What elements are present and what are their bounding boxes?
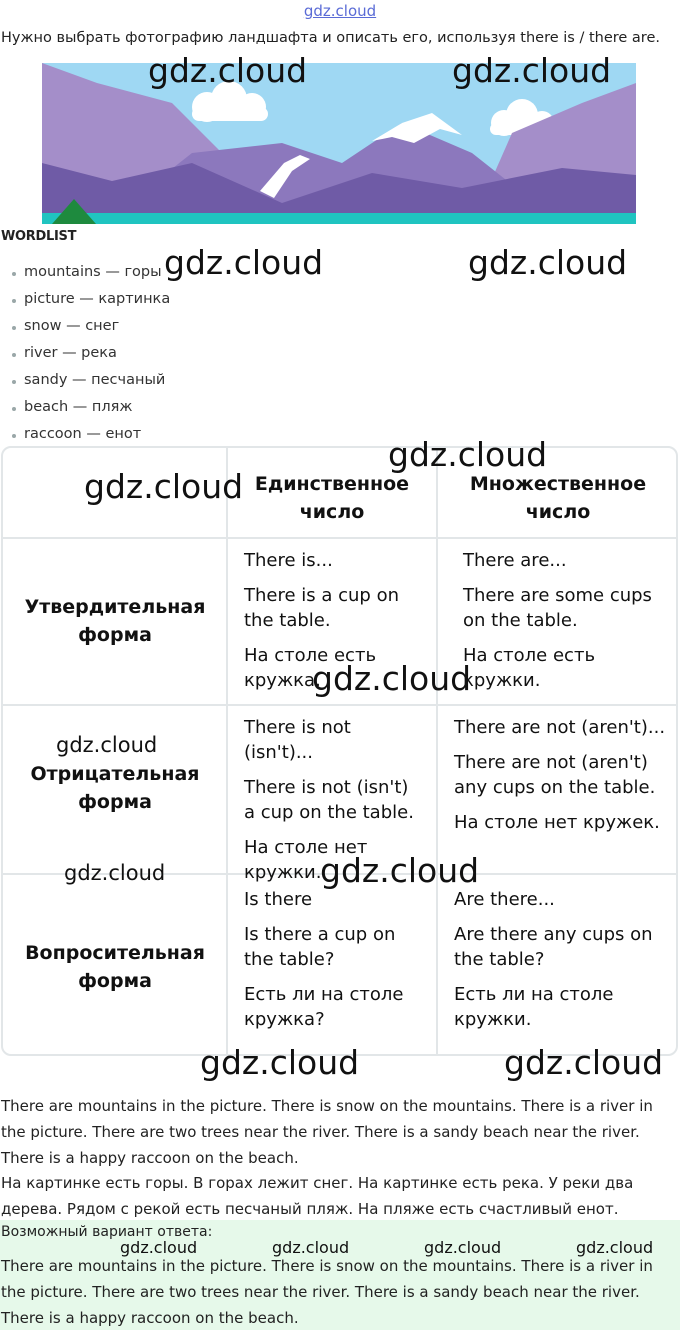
cell-text: There are not (aren't) any cups on the table. xyxy=(454,752,656,798)
watermark: gdz.cloud xyxy=(120,1238,198,1257)
wordlist xyxy=(12,264,170,453)
watermark: gdz.cloud xyxy=(312,659,472,698)
row-label-line: Утвердительная xyxy=(24,596,206,618)
row-label-line: Отрицательная xyxy=(30,763,200,785)
watermark: gdz.cloud xyxy=(84,467,244,506)
list-item: river — река xyxy=(12,345,170,372)
header-plural-line: Множественное xyxy=(469,473,647,495)
header-plural-line: число xyxy=(525,501,591,523)
cell-text: На столе есть кружка. xyxy=(244,645,377,691)
list-item: mountains — горы xyxy=(12,264,170,291)
row-label-negative xyxy=(3,760,227,816)
watermark: gdz.cloud xyxy=(452,51,612,90)
watermark: gdz.cloud xyxy=(388,435,548,474)
row-divider xyxy=(3,537,676,539)
cell-text: There are... xyxy=(463,550,567,571)
cell-text: There is not (isn't) a cup on the table. xyxy=(244,777,414,823)
watermark: gdz.cloud xyxy=(148,51,308,90)
watermark: gdz.cloud xyxy=(468,243,628,282)
watermark: gdz.cloud xyxy=(64,861,166,885)
row-label-line: форма xyxy=(78,624,152,646)
cell-text: There are some cups on the table. xyxy=(463,585,652,631)
watermark: gdz.cloud xyxy=(320,851,480,890)
watermark: gdz.cloud xyxy=(200,1043,360,1082)
watermark: gdz.cloud xyxy=(576,1238,654,1257)
header-singular-line: число xyxy=(299,501,365,523)
watermark: gdz.cloud xyxy=(504,1043,664,1082)
header-plural xyxy=(438,470,678,526)
list-item: sandy — песчаный xyxy=(12,372,170,399)
cell-text: Is there a cup on the table? xyxy=(244,924,396,970)
cell-text: На столе есть кружки. xyxy=(463,645,596,691)
watermark: gdz.cloud xyxy=(164,243,324,282)
answer-variant-label: Возможный вариант ответа: xyxy=(1,1224,213,1240)
row-label-interrogative xyxy=(3,939,227,995)
cell-text: There is a cup on the table. xyxy=(244,585,400,631)
answer-english: There are mountains in the picture. There is snow on the mountains. There is a river in the picture. There are two trees near the river. There is a sandy beach near the river. There is a happy raccoon on the beach. xyxy=(1,1097,653,1167)
watermark: gdz.cloud xyxy=(424,1238,502,1257)
list-item: snow — снег xyxy=(12,318,170,345)
cell-negative-plural xyxy=(454,715,674,845)
cell-text: There is not (isn't)... xyxy=(244,717,351,763)
cell-text: Есть ли на столе кружка? xyxy=(244,984,404,1030)
site-logo-link[interactable]: gdz.cloud xyxy=(303,2,377,20)
cell-interrogative-plural xyxy=(454,887,654,1042)
task-text: Нужно выбрать фотографию ландшафта и описать его, используя there is / there are. xyxy=(1,30,660,46)
row-label-affirmative xyxy=(3,593,227,649)
answer-variant-text: There are mountains in the picture. There is snow on the mountains. There is a river in the picture. There are two trees near the river. There is a sandy beach near the river. There is a happy raccoon on the beach. xyxy=(1,1257,653,1327)
watermark: gdz.cloud xyxy=(272,1238,350,1257)
cell-text: There are not (aren't)... xyxy=(454,717,666,738)
cell-text: Есть ли на столе кружки. xyxy=(454,984,614,1030)
row-label-line: форма xyxy=(78,970,152,992)
cell-text: There is... xyxy=(244,550,333,571)
cell-affirmative-plural xyxy=(463,548,673,703)
cell-text: Are there... xyxy=(454,889,555,910)
cell-text: На столе нет кружек. xyxy=(454,812,660,833)
cell-text: Are there any cups on the table? xyxy=(454,924,653,970)
list-item: picture — картинка xyxy=(12,291,170,318)
list-item: beach — пляж xyxy=(12,399,170,426)
cell-interrogative-singular xyxy=(244,887,424,1042)
row-label-line: форма xyxy=(78,791,152,813)
cell-text: На столе нет кружки. xyxy=(244,837,368,883)
answer-russian: На картинке есть горы. В горах лежит снег. На картинке есть река. У реки два дерева. Рядом с рекой есть песчаный пляж. На пляже есть счастливый енот. xyxy=(1,1174,634,1218)
watermark: gdz.cloud xyxy=(56,733,158,757)
header-singular xyxy=(228,470,436,526)
row-divider xyxy=(3,704,676,706)
wordlist-title: WORDLIST xyxy=(1,229,77,244)
cell-text: Is there xyxy=(244,889,313,910)
header-singular-line: Единственное xyxy=(254,473,410,495)
list-item: raccoon — енот xyxy=(12,426,170,453)
row-label-line: Вопросительная xyxy=(25,942,205,964)
river xyxy=(42,213,636,224)
